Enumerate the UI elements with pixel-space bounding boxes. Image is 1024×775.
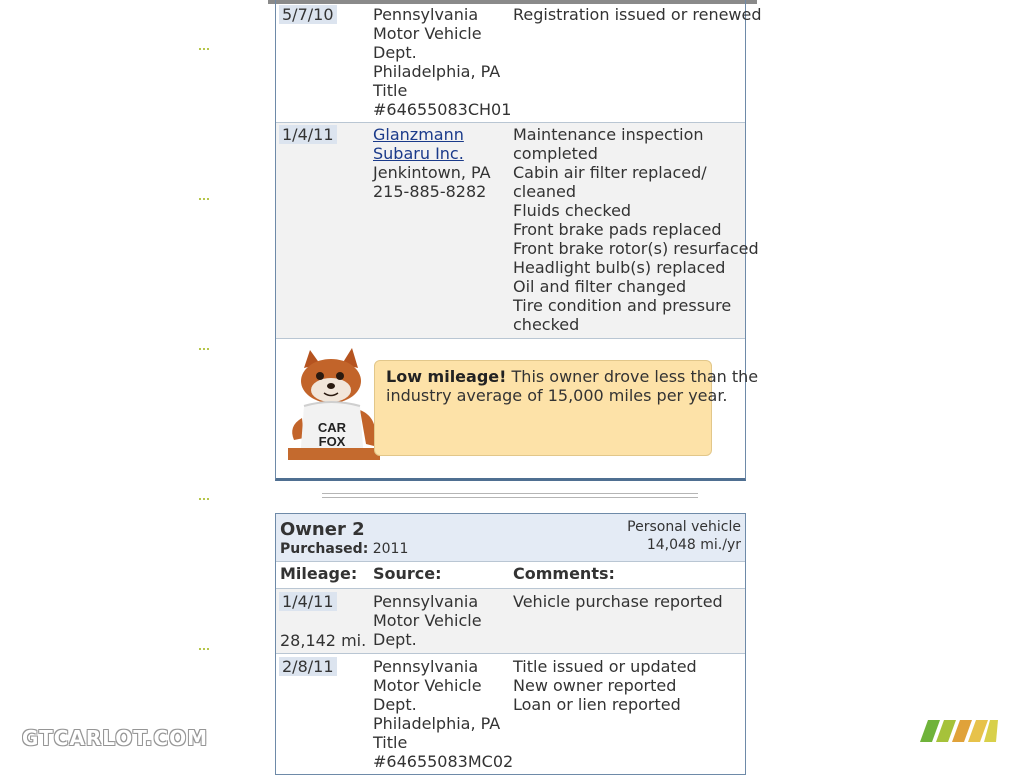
owner2-history-panel (275, 513, 746, 775)
dealer-link[interactable]: Glanzmann (373, 125, 464, 144)
margin-dots (199, 498, 213, 504)
column-header-mileage: Mileage: (280, 564, 358, 583)
column-header-comments: Comments: (513, 564, 615, 583)
callout-text: This owner drove less than the (506, 367, 759, 386)
purchased-info: Purchased: 2011 (280, 541, 409, 557)
vehicle-type: Personal vehicle (627, 519, 741, 535)
carfox-mascot (282, 348, 386, 460)
record-date: 2/8/11 (279, 657, 337, 676)
record-source: Pennsylvania Motor Vehicle Dept. (373, 592, 482, 649)
margin-dots (199, 48, 213, 54)
miles-per-year: 14,048 mi./yr (646, 537, 741, 553)
callout-heading: Low mileage! (386, 367, 507, 386)
table-row (276, 123, 759, 338)
record-comments: Registration issued or renewed (513, 5, 762, 24)
dealer-link[interactable]: Subaru Inc. (373, 144, 464, 163)
fox-shirt-text: CAR (317, 420, 347, 435)
owner-header (276, 514, 745, 561)
row-divider (276, 338, 745, 339)
table-row (276, 589, 745, 653)
margin-dots (199, 348, 213, 354)
margin-dots (199, 648, 213, 654)
table-row (276, 0, 762, 122)
record-source: Glanzmann Subaru Inc. Jenkintown, PA 215-885-8282 (373, 125, 503, 201)
table-row (276, 654, 745, 774)
margin-dots (199, 198, 213, 204)
watermark-logo: GTCARLOT.COM (22, 726, 209, 750)
record-mileage: 28,142 mi. (280, 631, 367, 650)
owner-title: Owner 2 (280, 519, 365, 540)
record-comments: Vehicle purchase reported (513, 592, 723, 611)
record-date: 1/4/11 (279, 125, 337, 144)
section-divider (322, 497, 698, 498)
record-date: 5/7/10 (279, 5, 337, 24)
column-header-source: Source: (373, 564, 442, 583)
record-date: 1/4/11 (279, 592, 337, 611)
low-mileage-callout (374, 360, 759, 456)
stripes-logo-icon (920, 720, 998, 742)
owner1-history-panel (275, 0, 762, 481)
record-comments: Title issued or updated New owner reported Loan or lien reported (513, 657, 697, 714)
callout-text: industry average of 15,000 miles per year. (386, 386, 728, 405)
section-divider (322, 493, 698, 494)
record-source: Pennsylvania Motor Vehicle Dept. Philadelphia, PA Title #64655083MC02 (373, 657, 514, 771)
row-divider (276, 561, 745, 562)
fox-illustration (282, 348, 386, 460)
fox-shirt-text: FOX (318, 434, 346, 449)
record-comments: Maintenance inspection completed Cabin air filter replaced/ cleaned Fluids checked Front brake pads replaced Front brake rotor(s) resurfaced Headlight bulb(s) replaced Oil and filter changed Tire condition and pressure checked (513, 125, 759, 334)
record-source: Pennsylvania Motor Vehicle Dept. Philadelphia, PA Title #64655083CH01 (373, 5, 512, 119)
